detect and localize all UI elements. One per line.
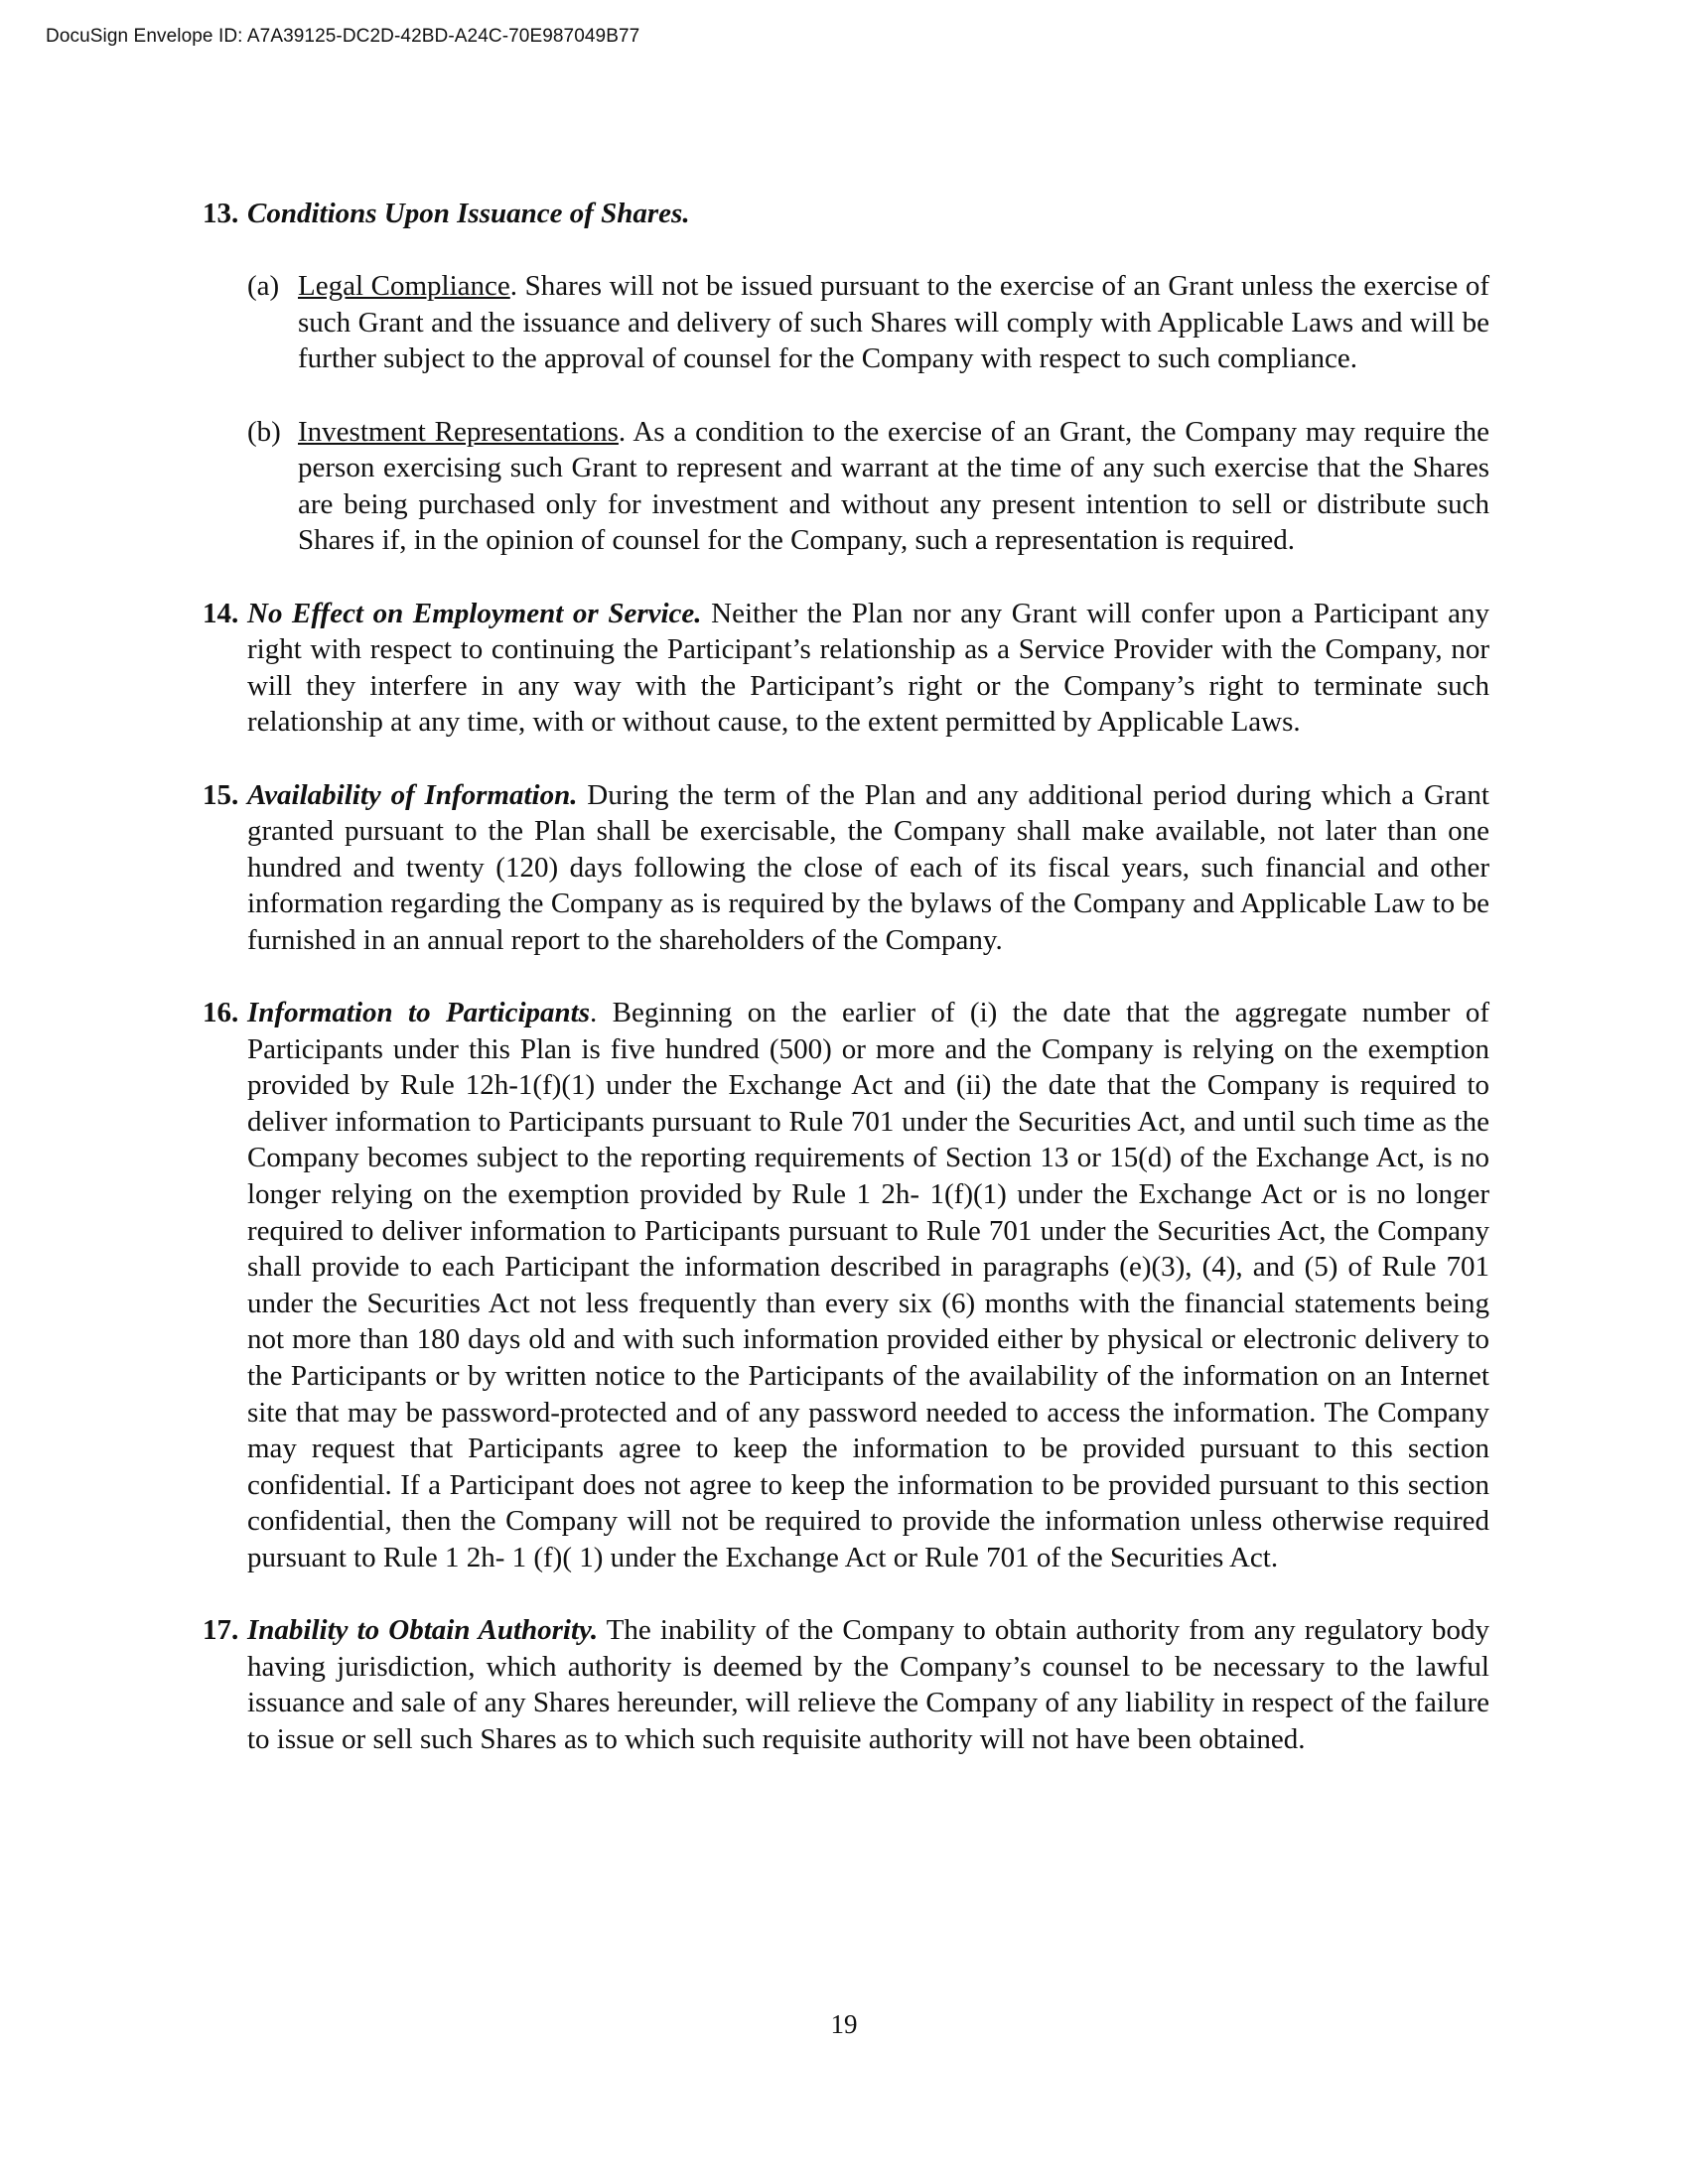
section-number: 15. [203, 778, 239, 811]
subsection-13a [247, 268, 1489, 377]
section-heading: Information to Participants [247, 997, 590, 1029]
section-15 [203, 777, 1489, 959]
subsection-heading: Investment Representations [298, 415, 619, 448]
section-17 [203, 1612, 1489, 1757]
subsection-heading: Legal Compliance [298, 270, 510, 303]
section-text: During the term of the Plan and any additional period during which a Grant granted pursuant to the Plan shall be exercisable, the Company shall make available, not later than one hundred and twenty (120) days following the close of each of its fiscal years, such financial and other information regarding the Company as is required by the bylaws of the Company and Applicable Law to be furnished in an annual report to the shareholders of the Company. [247, 778, 1489, 956]
section-number: 13. [203, 198, 239, 229]
section-heading: Inability to Obtain Authority. [247, 1614, 599, 1647]
document-body [203, 196, 1489, 1794]
section-text: Neither the Plan nor any Grant will confer upon a Participant any right with respect to continuing the Participant’s relationship as a Service Provider with the Company, nor will they interfere in any way with the Participant’s right or the Company’s right to terminate such relationship at any time, with or without cause, to the extent permitted by Applicable Laws. [247, 597, 1489, 739]
section-number: 16. [203, 997, 239, 1029]
section-16 [203, 995, 1489, 1576]
section-13 [203, 196, 1489, 232]
subsection-text: . Shares will not be issued pursuant to the exercise of an Grant unless the exercise of such Grant and the issuance and delivery of such Shares will comply with Applicable Laws and will be further subject to the approval of counsel for the Company with respect to such compliance. [298, 270, 1489, 375]
docusign-envelope-id: DocuSign Envelope ID: A7A39125-DC2D-42BD-A24C-70E987049B77 [46, 26, 640, 47]
section-text: . Beginning on the earlier of (i) the date that the aggregate number of Participants under this Plan is five hundred (500) or more and the Company is relying on the exemption provided by Rule 12h-1(f)(1) under the Exchange Act and (ii) the date that the Company is required to deliver information to Participants pursuant to Rule 701 under the Securities Act, and until such time as the Company becomes subject to the reporting requirements of Section 13 or 15(d) of the Exchange Act, is no longer relying on the exemption provided by Rule 1 2h- 1(f)(1) under the Exchange Act or is no longer required to deliver information to Participants pursuant to Rule 701 under the Securities Act, the Company shall provide to each Participant the information described in paragraphs (e)(3), (4), and (5) of Rule 701 under the Securities Act not less frequently than every six (6) months with the financial statements being not more than 180 days old and with such information provided either by physical or electronic delivery to the Participants or by written notice to the Participants of the availability of the information on an Internet site that may be password-protected and of any password needed to access the information. The Company may request that Participants agree to keep the information to be provided pursuant to this section confidential. If a Participant does not agree to keep the information to be provided pursuant to this section confidential, then the Company will not be required to provide the information unless otherwise required pursuant to Rule 1 2h- 1 (f)( 1) under the Exchange Act or Rule 701 of the Securities Act. [247, 997, 1489, 1573]
subsection-label: (a) [247, 270, 280, 303]
subsection-text: . As a condition to the exercise of an Grant, the Company may require the person exercising such Grant to represent and warrant at the time of any such exercise that the Shares are being purchased only for investment and without any present intention to sell or distribute such Shares if, in the opinion of counsel for the Company, such a representation is required. [298, 415, 1489, 557]
subsection-label: (b) [247, 415, 281, 448]
section-heading: Conditions Upon Issuance of Shares. [247, 198, 690, 229]
section-number: 17. [203, 1614, 239, 1647]
section-heading: Availability of Information. [247, 778, 578, 811]
subsection-13b [247, 414, 1489, 559]
page-number: 19 [830, 2009, 858, 2039]
section-14 [203, 596, 1489, 741]
section-heading: No Effect on Employment or Service. [247, 597, 702, 629]
section-text: The inability of the Company to obtain authority from any regulatory body having jurisdiction, which authority is deemed by the Company’s counsel to be necessary to the lawful issuance and sale of any Shares hereunder, will relieve the Company of any liability in respect of the failure to issue or sell such Shares as to which such requisite authority will not have been obtained. [247, 1614, 1489, 1755]
section-number: 14. [203, 597, 239, 629]
